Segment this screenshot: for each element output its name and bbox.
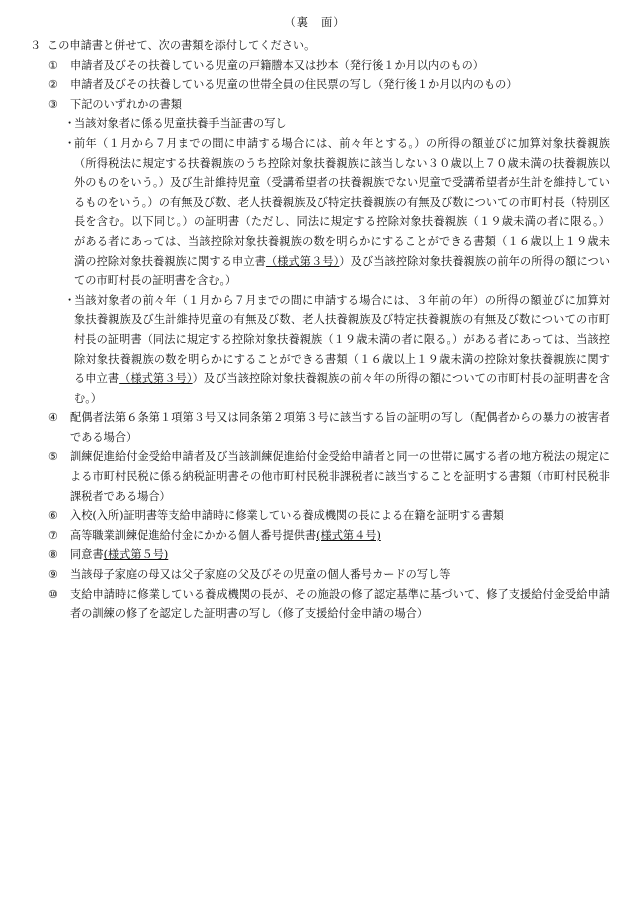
section-heading-line bbox=[30, 36, 610, 56]
list-item bbox=[48, 545, 610, 565]
item-number: ⑥ bbox=[48, 509, 59, 523]
item-number: ③ bbox=[48, 97, 59, 111]
bullet-mark: ・ bbox=[64, 136, 76, 150]
item-text: 下記のいずれかの書類 bbox=[70, 97, 182, 111]
item-text: 訓練促進給付金受給申請者及び当該訓練促進給付金受給申請者と同一の世帯に属する者の地方税法の規定による市町村民税に係る納税証明書その他市町村民税非課税者に該当することを証明する書類（市町村民税非課税者である場合） bbox=[70, 450, 610, 503]
item-number: ⑦ bbox=[48, 528, 59, 542]
bullet-item bbox=[64, 134, 610, 291]
bullet-text-segment: ）及び当該控除対象扶養親族の前々年の所得の額についての市町村長の証明書を含む。） bbox=[74, 372, 610, 405]
section-heading: この申請書と併せて、次の書類を添付してください。 bbox=[47, 39, 316, 52]
bullet-text-segment: ）及び当該控除対象扶養親族の前年の所得の額についての市町村長の証明書を含む。） bbox=[74, 254, 611, 288]
form-reference-link: (様式第４号) bbox=[316, 528, 381, 542]
item-text: 申請者及びその扶養している児童の戸籍謄本又は抄本（発行後１か月以内のもの） bbox=[70, 58, 484, 72]
item-number: ⑤ bbox=[48, 450, 59, 464]
list-item bbox=[48, 75, 610, 95]
bullet-text bbox=[74, 291, 610, 409]
list-item bbox=[48, 447, 610, 506]
item-number: ④ bbox=[48, 411, 59, 425]
item-number: ② bbox=[48, 78, 59, 92]
item-text bbox=[70, 526, 610, 546]
list-item bbox=[48, 56, 610, 76]
item-number: ⑨ bbox=[48, 568, 59, 582]
form-reference-link: （様式第３号） bbox=[119, 372, 193, 386]
form-reference-link: （様式第３号） bbox=[265, 254, 340, 268]
item-text: 配偶者法第６条第１項第３号又は同条第２項第３号に該当する旨の証明の写し（配偶者からの暴力の被害者である場合） bbox=[70, 411, 610, 444]
list-item bbox=[48, 408, 610, 447]
list-item bbox=[48, 526, 610, 546]
item-number: ① bbox=[48, 58, 59, 72]
item-text: 入校(入所)証明書等支給申請時に修業している養成機関の長による在籍を証明する書類 bbox=[70, 509, 504, 523]
item-text-segment: 高等職業訓練促進給付金にかかる個人番号提供書 bbox=[70, 528, 317, 542]
item-text: 当該母子家庭の母又は父子家庭の父及びその児童の個人番号カードの写し等 bbox=[70, 568, 451, 582]
section-number: ３ bbox=[30, 39, 42, 52]
list-item bbox=[48, 565, 610, 585]
item-text bbox=[70, 545, 610, 565]
attachments-section bbox=[30, 36, 610, 624]
bullet-text: 当該対象者に係る児童扶養手当証書の写し bbox=[74, 117, 287, 131]
bullet-text-segment: 前年（１月から７月までの間に申請する場合には、前々年とする。）の所得の額並びに加算対象扶養親族（所得税法に規定する扶養親族のうち控除対象扶養親族に該当しない３０歳以上７０歳未満の扶養親族以外のものをいう。）及び生計維持児童（受講希望者の扶養親族でない児童で受講希望者が生計を維持しているものをいう。）の有無及び数、老人扶養親族及び特定扶養親族の有無及び数についての市町村長（特別区長を含む。以下同じ。）の証明書（ただし、同法に規定する控除対象扶養親族（１９歳未満の者に限る。）がある者にあっては、当該控除対象扶養親族の数を明らかにすることができる書類（１６歳以上１９歳未満の控除対象扶養親族に関する申立書 bbox=[74, 136, 610, 268]
item-text-segment: 同意書 bbox=[70, 548, 104, 562]
bullet-text-segment: 当該対象者の前々年（１月から７月までの間に申請する場合には、３年前の年）の所得の額並びに加算対象扶養親族及び生計維持児童の有無及び数、老人扶養親族及び特定扶養親族の有無及び数についての市町村長の証明書（同法に規定する控除対象扶養親族（１９歳未満の者に限る。）がある者にあっては、当該控除対象扶養親族の数を明らかにすることができる書類（１６歳以上１９歳未満の控除対象扶養親族に関する申立書 bbox=[74, 293, 610, 386]
item-number: ⑩ bbox=[48, 587, 59, 601]
sub-bullet-list bbox=[64, 114, 610, 408]
bullet-item bbox=[64, 291, 610, 409]
item-text: 申請者及びその扶養している児童の世帯全員の住民票の写し（発行後１か月以内のもの） bbox=[70, 78, 518, 92]
item-number: ⑧ bbox=[48, 548, 59, 562]
bullet-mark: ・ bbox=[64, 117, 76, 131]
list-item bbox=[48, 585, 610, 624]
bullet-text bbox=[74, 134, 610, 291]
page-title: （裏 面） bbox=[284, 16, 346, 29]
list-item bbox=[48, 506, 610, 526]
item-text: 支給申請時に修業している養成機関の長が、その施設の修了認定基準に基づいて、修了支援給付金受給申請者の訓練の修了を認定した証明書の写し（修了支援給付金申請の場合） bbox=[70, 587, 610, 621]
bullet-item bbox=[64, 114, 610, 134]
form-reference-link: (様式第５号) bbox=[103, 548, 169, 562]
bullet-mark: ・ bbox=[64, 293, 76, 307]
list-item bbox=[48, 95, 610, 115]
